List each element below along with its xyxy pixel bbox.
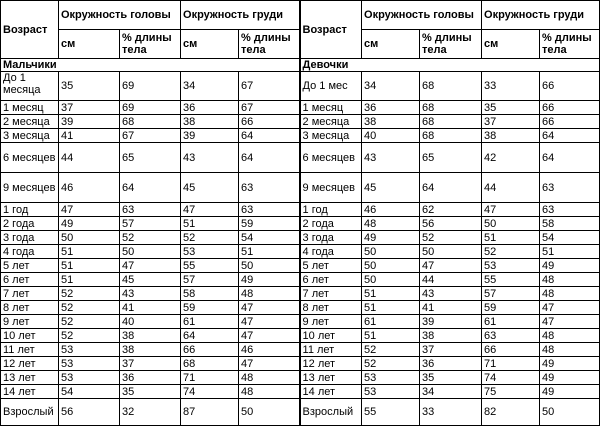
- girls-age-cell: 5 лет: [300, 259, 362, 273]
- girls-value-cell: 47: [540, 315, 600, 329]
- table-row: [1, 315, 600, 329]
- girls-age-cell: 11 лет: [300, 343, 362, 357]
- boys-value-cell: 32: [120, 399, 181, 426]
- boys-value-cell: 63: [239, 203, 300, 217]
- boys-value-cell: 69: [120, 72, 181, 101]
- boys-value-cell: 47: [239, 315, 300, 329]
- girls-value-cell: 44: [420, 273, 482, 287]
- boys-value-cell: 63: [120, 203, 181, 217]
- boys-value-cell: 52: [59, 287, 120, 301]
- section-boys: Мальчики: [1, 59, 300, 72]
- table-row: [1, 287, 600, 301]
- boys-value-cell: 45: [120, 273, 181, 287]
- boys-value-cell: 87: [181, 399, 239, 426]
- girls-value-cell: 33: [482, 72, 540, 101]
- table-row: [1, 301, 600, 315]
- boys-value-cell: 43: [120, 287, 181, 301]
- girls-value-cell: 64: [420, 173, 482, 203]
- table-row: [1, 371, 600, 385]
- boys-value-cell: 53: [59, 343, 120, 357]
- girls-value-cell: 50: [362, 273, 420, 287]
- boys-value-cell: 46: [59, 173, 120, 203]
- girls-value-cell: 53: [362, 371, 420, 385]
- boys-value-cell: 66: [181, 343, 239, 357]
- girls-value-cell: 50: [482, 217, 540, 231]
- boys-value-cell: 36: [181, 101, 239, 115]
- boys-value-cell: 38: [181, 115, 239, 129]
- boys-value-cell: 39: [181, 129, 239, 143]
- boys-value-cell: 68: [181, 357, 239, 371]
- boys-value-cell: 47: [59, 203, 120, 217]
- girls-value-cell: 52: [362, 357, 420, 371]
- table-row: [1, 357, 600, 371]
- section-girls: Девочки: [300, 59, 600, 72]
- girls-age-cell: До 1 мес: [300, 72, 362, 101]
- girls-value-cell: 66: [540, 115, 600, 129]
- girls-value-cell: 58: [540, 217, 600, 231]
- girls-age-cell: 2 месяца: [300, 115, 362, 129]
- table-row: [1, 385, 600, 399]
- girls-value-cell: 55: [362, 399, 420, 426]
- girls-value-cell: 68: [420, 129, 482, 143]
- girls-age-cell: 6 лет: [300, 273, 362, 287]
- girls-value-cell: 66: [540, 101, 600, 115]
- boys-value-cell: 65: [120, 143, 181, 173]
- boys-value-cell: 52: [59, 301, 120, 315]
- boys-value-cell: 63: [239, 173, 300, 203]
- girls-value-cell: 48: [540, 343, 600, 357]
- girls-value-cell: 63: [540, 203, 600, 217]
- subheader-pct: % длины тела: [540, 30, 600, 59]
- subheader-cm: см: [482, 30, 540, 59]
- girls-value-cell: 36: [362, 101, 420, 115]
- table-row: [1, 129, 600, 143]
- girls-age-cell: 3 года: [300, 231, 362, 245]
- boys-age-cell: 1 месяц: [1, 101, 59, 115]
- girls-value-cell: 49: [540, 357, 600, 371]
- boys-value-cell: 57: [181, 273, 239, 287]
- girls-value-cell: 75: [482, 385, 540, 399]
- girls-value-cell: 64: [540, 129, 600, 143]
- header-age-boys: Возраст: [1, 1, 59, 59]
- boys-value-cell: 35: [59, 72, 120, 101]
- girls-value-cell: 62: [420, 203, 482, 217]
- boys-age-cell: 4 года: [1, 245, 59, 259]
- girls-age-cell: 13 лет: [300, 371, 362, 385]
- boys-value-cell: 52: [120, 231, 181, 245]
- girls-value-cell: 68: [420, 72, 482, 101]
- boys-age-cell: 7 лет: [1, 287, 59, 301]
- boys-value-cell: 48: [239, 371, 300, 385]
- girls-age-cell: 12 лет: [300, 357, 362, 371]
- header-head-girls: Окружность головы: [362, 1, 482, 30]
- table-row: [1, 143, 600, 173]
- boys-value-cell: 50: [120, 245, 181, 259]
- girls-age-cell: 4 года: [300, 245, 362, 259]
- boys-age-cell: 9 лет: [1, 315, 59, 329]
- girls-value-cell: 36: [420, 357, 482, 371]
- boys-value-cell: 38: [120, 329, 181, 343]
- boys-value-cell: 48: [239, 287, 300, 301]
- girls-age-cell: 7 лет: [300, 287, 362, 301]
- boys-value-cell: 53: [59, 357, 120, 371]
- boys-age-cell: 8 лет: [1, 301, 59, 315]
- boys-value-cell: 43: [181, 143, 239, 173]
- girls-value-cell: 49: [540, 371, 600, 385]
- girls-value-cell: 38: [362, 115, 420, 129]
- girls-value-cell: 68: [420, 101, 482, 115]
- boys-value-cell: 55: [181, 259, 239, 273]
- boys-age-cell: 14 лет: [1, 385, 59, 399]
- subheader-pct: % длины тела: [120, 30, 181, 59]
- girls-age-cell: 6 месяцев: [300, 143, 362, 173]
- boys-value-cell: 66: [239, 115, 300, 129]
- girls-value-cell: 50: [362, 259, 420, 273]
- girls-value-cell: 71: [482, 357, 540, 371]
- girls-value-cell: 41: [420, 301, 482, 315]
- girls-value-cell: 56: [420, 217, 482, 231]
- girls-value-cell: 37: [482, 115, 540, 129]
- boys-value-cell: 68: [120, 115, 181, 129]
- table-row: [1, 101, 600, 115]
- boys-value-cell: 51: [239, 245, 300, 259]
- girls-value-cell: 49: [540, 259, 600, 273]
- boys-value-cell: 52: [181, 231, 239, 245]
- girls-age-cell: 10 лет: [300, 329, 362, 343]
- table-row: [1, 245, 600, 259]
- girls-value-cell: 61: [482, 315, 540, 329]
- boys-value-cell: 51: [59, 245, 120, 259]
- boys-value-cell: 52: [59, 329, 120, 343]
- boys-value-cell: 69: [120, 101, 181, 115]
- boys-value-cell: 41: [120, 301, 181, 315]
- boys-value-cell: 53: [181, 245, 239, 259]
- subheader-cm: см: [181, 30, 239, 59]
- boys-value-cell: 51: [59, 259, 120, 273]
- girls-value-cell: 59: [482, 301, 540, 315]
- girls-value-cell: 35: [482, 101, 540, 115]
- header-chest-girls: Окружность груди: [482, 1, 600, 30]
- girls-value-cell: 63: [482, 329, 540, 343]
- table-row: [1, 231, 600, 245]
- girls-value-cell: 34: [420, 385, 482, 399]
- girls-value-cell: 52: [420, 231, 482, 245]
- boys-value-cell: 49: [239, 273, 300, 287]
- girls-value-cell: 74: [482, 371, 540, 385]
- boys-value-cell: 50: [239, 259, 300, 273]
- girls-value-cell: 66: [482, 343, 540, 357]
- boys-age-cell: 6 лет: [1, 273, 59, 287]
- boys-value-cell: 36: [120, 371, 181, 385]
- girls-value-cell: 38: [420, 329, 482, 343]
- boys-value-cell: 64: [120, 173, 181, 203]
- girls-value-cell: 51: [362, 329, 420, 343]
- boys-value-cell: 52: [59, 315, 120, 329]
- boys-age-cell: 2 года: [1, 217, 59, 231]
- boys-value-cell: 37: [120, 357, 181, 371]
- girls-value-cell: 50: [362, 245, 420, 259]
- girls-value-cell: 38: [482, 129, 540, 143]
- boys-age-cell: 13 лет: [1, 371, 59, 385]
- boys-value-cell: 56: [59, 399, 120, 426]
- girls-age-cell: 3 месяца: [300, 129, 362, 143]
- girls-value-cell: 45: [362, 173, 420, 203]
- girls-value-cell: 68: [420, 115, 482, 129]
- table-row: [1, 329, 600, 343]
- girls-value-cell: 63: [540, 173, 600, 203]
- boys-value-cell: 37: [59, 101, 120, 115]
- girls-age-cell: Взрослый: [300, 399, 362, 426]
- boys-value-cell: 64: [181, 329, 239, 343]
- girls-value-cell: 39: [420, 315, 482, 329]
- girls-value-cell: 61: [362, 315, 420, 329]
- boys-age-cell: 11 лет: [1, 343, 59, 357]
- girls-age-cell: 2 года: [300, 217, 362, 231]
- boys-value-cell: 34: [181, 72, 239, 101]
- boys-value-cell: 35: [120, 385, 181, 399]
- boys-value-cell: 39: [59, 115, 120, 129]
- table-row: [1, 173, 600, 203]
- boys-age-cell: 2 месяца: [1, 115, 59, 129]
- girls-value-cell: 52: [482, 245, 540, 259]
- girls-value-cell: 48: [540, 329, 600, 343]
- boys-value-cell: 59: [239, 217, 300, 231]
- girls-value-cell: 55: [482, 273, 540, 287]
- girls-age-cell: 14 лет: [300, 385, 362, 399]
- boys-value-cell: 47: [239, 329, 300, 343]
- table-row: [1, 115, 600, 129]
- girls-value-cell: 51: [362, 287, 420, 301]
- boys-value-cell: 48: [239, 385, 300, 399]
- girls-value-cell: 82: [482, 399, 540, 426]
- girls-value-cell: 48: [540, 273, 600, 287]
- boys-age-cell: 12 лет: [1, 357, 59, 371]
- boys-value-cell: 74: [181, 385, 239, 399]
- table-row: [1, 343, 600, 357]
- boys-value-cell: 64: [239, 129, 300, 143]
- boys-age-cell: 5 лет: [1, 259, 59, 273]
- girls-value-cell: 51: [362, 301, 420, 315]
- girls-value-cell: 47: [540, 301, 600, 315]
- girls-value-cell: 54: [540, 231, 600, 245]
- girls-value-cell: 35: [420, 371, 482, 385]
- subheader-cm: см: [362, 30, 420, 59]
- boys-age-cell: 1 год: [1, 203, 59, 217]
- boys-value-cell: 71: [181, 371, 239, 385]
- girls-value-cell: 53: [362, 385, 420, 399]
- boys-value-cell: 44: [59, 143, 120, 173]
- boys-age-cell: До 1 месяца: [1, 72, 59, 101]
- boys-value-cell: 46: [239, 343, 300, 357]
- table-row: [1, 217, 600, 231]
- boys-value-cell: 59: [181, 301, 239, 315]
- girls-value-cell: 57: [482, 287, 540, 301]
- boys-value-cell: 49: [59, 217, 120, 231]
- subheader-pct: % длины тела: [239, 30, 300, 59]
- girls-age-cell: 1 месяц: [300, 101, 362, 115]
- boys-value-cell: 47: [239, 357, 300, 371]
- girls-value-cell: 50: [540, 399, 600, 426]
- boys-value-cell: 67: [120, 129, 181, 143]
- table-row: [1, 399, 600, 426]
- girls-age-cell: 1 год: [300, 203, 362, 217]
- girls-age-cell: 9 месяцев: [300, 173, 362, 203]
- girls-value-cell: 52: [362, 343, 420, 357]
- boys-value-cell: 45: [181, 173, 239, 203]
- girls-value-cell: 47: [482, 203, 540, 217]
- girls-age-cell: 8 лет: [300, 301, 362, 315]
- header-age-girls: Возраст: [300, 1, 362, 59]
- boys-age-cell: 10 лет: [1, 329, 59, 343]
- boys-value-cell: 41: [59, 129, 120, 143]
- boys-value-cell: 54: [59, 385, 120, 399]
- girls-value-cell: 34: [362, 72, 420, 101]
- girls-value-cell: 51: [540, 245, 600, 259]
- boys-value-cell: 51: [59, 273, 120, 287]
- boys-value-cell: 67: [239, 72, 300, 101]
- girls-value-cell: 40: [362, 129, 420, 143]
- girls-value-cell: 65: [420, 143, 482, 173]
- girls-value-cell: 44: [482, 173, 540, 203]
- boys-value-cell: 54: [239, 231, 300, 245]
- subheader-cm: см: [59, 30, 120, 59]
- girls-value-cell: 51: [482, 231, 540, 245]
- table-row: [1, 273, 600, 287]
- girls-value-cell: 42: [482, 143, 540, 173]
- boys-value-cell: 50: [239, 399, 300, 426]
- girls-value-cell: 46: [362, 203, 420, 217]
- girls-age-cell: 9 лет: [300, 315, 362, 329]
- girls-value-cell: 37: [420, 343, 482, 357]
- table-row: [1, 203, 600, 217]
- header-chest-boys: Окружность груди: [181, 1, 300, 30]
- girls-value-cell: 48: [540, 287, 600, 301]
- boys-value-cell: 67: [239, 101, 300, 115]
- boys-age-cell: 6 месяцев: [1, 143, 59, 173]
- girls-value-cell: 49: [362, 231, 420, 245]
- boys-value-cell: 61: [181, 315, 239, 329]
- girls-value-cell: 47: [420, 259, 482, 273]
- boys-value-cell: 53: [59, 371, 120, 385]
- boys-value-cell: 50: [59, 231, 120, 245]
- boys-age-cell: 3 года: [1, 231, 59, 245]
- boys-age-cell: 3 месяца: [1, 129, 59, 143]
- boys-age-cell: Взрослый: [1, 399, 59, 426]
- boys-age-cell: 9 месяцев: [1, 173, 59, 203]
- boys-value-cell: 58: [181, 287, 239, 301]
- boys-value-cell: 47: [239, 301, 300, 315]
- subheader-pct: % длины тела: [420, 30, 482, 59]
- girls-value-cell: 53: [482, 259, 540, 273]
- girls-value-cell: 48: [362, 217, 420, 231]
- boys-value-cell: 47: [181, 203, 239, 217]
- girls-value-cell: 50: [420, 245, 482, 259]
- girls-value-cell: 64: [540, 143, 600, 173]
- boys-value-cell: 51: [181, 217, 239, 231]
- girls-value-cell: 43: [420, 287, 482, 301]
- boys-value-cell: 47: [120, 259, 181, 273]
- boys-value-cell: 38: [120, 343, 181, 357]
- girls-value-cell: 43: [362, 143, 420, 173]
- girls-value-cell: 33: [420, 399, 482, 426]
- table-row: [1, 72, 600, 101]
- girls-value-cell: 66: [540, 72, 600, 101]
- boys-value-cell: 57: [120, 217, 181, 231]
- header-head-boys: Окружность головы: [59, 1, 181, 30]
- boys-value-cell: 64: [239, 143, 300, 173]
- boys-value-cell: 40: [120, 315, 181, 329]
- girls-value-cell: 49: [540, 385, 600, 399]
- table-row: [1, 259, 600, 273]
